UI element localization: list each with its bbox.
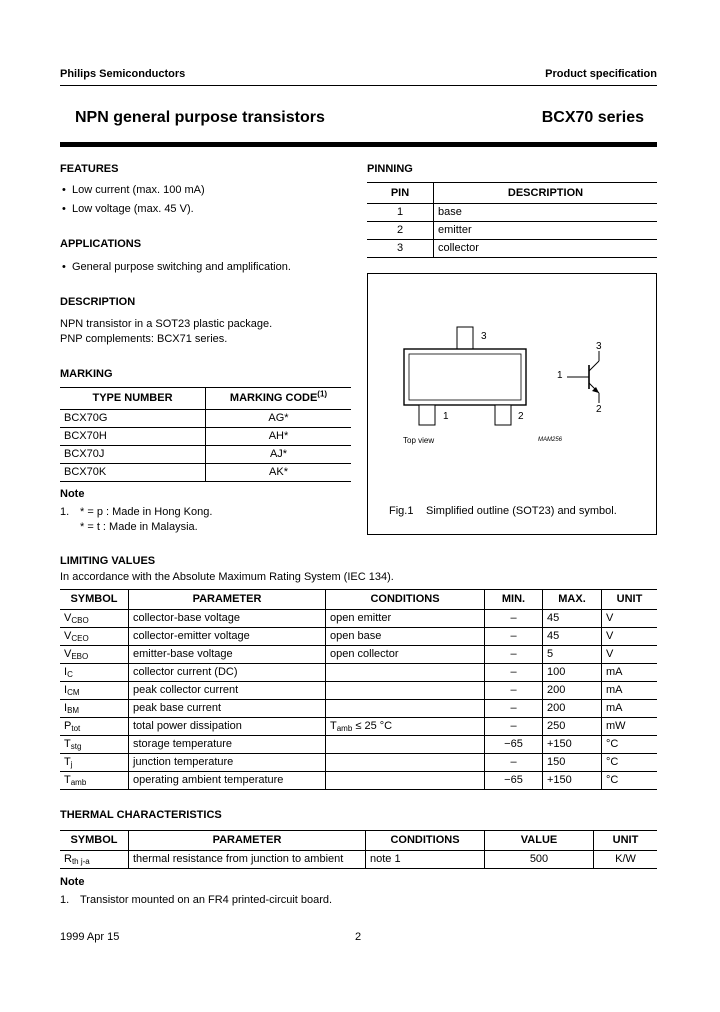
symbol-letter: V	[64, 612, 72, 624]
parameter-cell: peak base current	[129, 700, 326, 718]
min-cell: –	[485, 682, 543, 700]
outline-pin3-label: 3	[481, 331, 487, 342]
symbol-subscript: th j-a	[71, 857, 90, 866]
limits-col-symbol: SYMBOL	[60, 590, 129, 610]
description-text	[60, 317, 350, 347]
description-line: NPN transistor in a SOT23 plastic package.	[60, 318, 273, 330]
limits-col-min: MIN.	[485, 590, 543, 610]
conditions-cell	[326, 682, 485, 700]
condition-text: open base	[330, 630, 382, 642]
max-cell: 100	[543, 664, 602, 682]
unit-cell: mA	[602, 664, 658, 682]
max-cell: +150	[543, 772, 602, 790]
symbol-letter: I	[64, 666, 68, 678]
parameter-cell: operating ambient temperature	[129, 772, 326, 790]
max-cell: 150	[543, 754, 602, 772]
parameter-cell: junction temperature	[129, 754, 326, 772]
symbol-emitter-arrow	[592, 387, 599, 393]
symbol-letter: T	[64, 774, 71, 786]
table-row	[60, 718, 657, 736]
thermal-col-conditions: CONDITIONS	[366, 831, 485, 851]
marking-code: AG*	[206, 410, 352, 428]
symbol-letter: V	[64, 630, 72, 642]
symbol-letter: V	[64, 648, 72, 660]
conditions-cell	[326, 736, 485, 754]
parameter-cell: storage temperature	[129, 736, 326, 754]
features-list	[60, 183, 350, 217]
unit-cell: V	[602, 646, 658, 664]
outline-pin1-label: 1	[443, 411, 449, 422]
symbol-subscript: CEO	[71, 634, 89, 643]
parameter-cell: collector current (DC)	[129, 664, 326, 682]
company-name: Philips Semiconductors	[60, 68, 186, 80]
table-row	[60, 628, 657, 646]
thermal-col-value: VALUE	[485, 831, 594, 851]
features-heading: FEATURES	[60, 163, 119, 175]
table-row	[367, 222, 657, 240]
product-series: BCX70 series	[541, 109, 644, 126]
marking-note-heading: Note	[60, 488, 85, 500]
table-row	[60, 754, 657, 772]
limiting-intro: In accordance with the Absolute Maximum Rating System (IEC 134).	[60, 571, 394, 583]
conditions-cell	[326, 646, 485, 664]
max-cell: 45	[543, 610, 602, 628]
limits-col-parameter: PARAMETER	[129, 590, 326, 610]
table-row	[60, 851, 657, 869]
condition-rest: ≤ 25 °C	[352, 720, 393, 732]
min-cell: –	[485, 718, 543, 736]
conditions-cell	[326, 718, 485, 736]
unit-cell: mW	[602, 718, 658, 736]
unit-cell: K/W	[594, 851, 658, 869]
symbol-cell	[60, 754, 129, 772]
max-cell: 45	[543, 628, 602, 646]
symbol-letter: R	[64, 853, 72, 865]
symbol-cell	[60, 664, 129, 682]
marking-note-text	[80, 505, 350, 535]
table-row	[60, 736, 657, 754]
symbol-cell	[60, 646, 129, 664]
parameter-cell: total power dissipation	[129, 718, 326, 736]
max-cell: +150	[543, 736, 602, 754]
figure-code-label: MAM256	[538, 437, 563, 443]
symbol-cell	[60, 736, 129, 754]
pinning-table	[367, 182, 657, 258]
min-cell: −65	[485, 736, 543, 754]
limits-col-unit: UNIT	[602, 590, 658, 610]
marking-col-code-note: (1)	[317, 389, 328, 399]
unit-cell: °C	[602, 772, 658, 790]
symbol-cell	[60, 851, 129, 869]
symbol-letter: T	[64, 738, 71, 750]
parameter-cell: emitter-base voltage	[129, 646, 326, 664]
symbol-subscript: EBO	[71, 652, 89, 661]
marking-note-line: * = t : Made in Malaysia.	[80, 521, 198, 533]
min-cell: –	[485, 754, 543, 772]
symbol-cell	[60, 628, 129, 646]
pinning-col-desc: DESCRIPTION	[434, 183, 658, 204]
document-type: Product specification	[545, 68, 657, 80]
conditions-cell	[326, 610, 485, 628]
symbol-subscript: amb	[70, 778, 87, 787]
parameter-cell: collector-emitter voltage	[129, 628, 326, 646]
marking-col-code-label: MARKING CODE	[229, 392, 318, 404]
table-row	[60, 646, 657, 664]
applications-list	[60, 260, 350, 275]
symbol-cell	[60, 682, 129, 700]
marking-note-num: 1.	[60, 506, 70, 518]
thermal-note-heading: Note	[60, 876, 85, 888]
figure-caption-number: Fig.1	[389, 505, 414, 517]
symbol-subscript: tot	[71, 724, 81, 733]
max-cell: 200	[543, 700, 602, 718]
description-heading: DESCRIPTION	[60, 296, 136, 308]
pin-number: 2	[367, 222, 434, 240]
top-view-label: Top view	[403, 436, 435, 445]
unit-cell: mA	[602, 682, 658, 700]
unit-cell: V	[602, 628, 658, 646]
marking-code: AH*	[206, 428, 352, 446]
symbol-subscript: C	[67, 670, 73, 679]
header-rule	[60, 85, 657, 86]
table-row	[60, 464, 351, 482]
limiting-values-table	[60, 589, 657, 790]
parameter-cell: collector-base voltage	[129, 610, 326, 628]
condition-text: T	[330, 720, 337, 732]
package-body	[404, 349, 526, 405]
description-line: PNP complements: BCX71 series.	[60, 333, 228, 345]
symbol-subscript: CM	[67, 688, 80, 697]
table-row	[60, 682, 657, 700]
max-cell: 250	[543, 718, 602, 736]
limiting-heading: LIMITING VALUES	[60, 555, 156, 567]
figure-caption: Simplified outline (SOT23) and symbol.	[426, 505, 617, 517]
marking-col-type: TYPE NUMBER	[60, 388, 206, 410]
marking-heading: MARKING	[60, 368, 113, 380]
symbol-pin1-label: 1	[557, 370, 563, 381]
table-row	[367, 204, 657, 222]
pin-description: base	[434, 204, 658, 222]
symbol-collector-leg	[589, 361, 599, 371]
marking-col-code	[206, 388, 352, 410]
max-cell: 5	[543, 646, 602, 664]
table-row	[60, 410, 351, 428]
marking-table	[60, 387, 351, 482]
symbol-subscript: stg	[70, 742, 82, 751]
min-cell: –	[485, 646, 543, 664]
limits-col-max: MAX.	[543, 590, 602, 610]
min-cell: –	[485, 700, 543, 718]
unit-cell: mA	[602, 700, 658, 718]
table-row	[60, 428, 351, 446]
thermal-col-parameter: PARAMETER	[129, 831, 366, 851]
conditions-cell	[326, 700, 485, 718]
pin3-lead	[457, 327, 473, 349]
thermal-heading: THERMAL CHARACTERISTICS	[60, 809, 222, 821]
marking-code: AJ*	[206, 446, 352, 464]
symbol-letter: I	[64, 684, 68, 696]
thermal-col-unit: UNIT	[594, 831, 658, 851]
symbol-cell	[60, 700, 129, 718]
conditions-cell	[326, 664, 485, 682]
min-cell: –	[485, 610, 543, 628]
marking-type: BCX70J	[60, 446, 206, 464]
conditions-cell	[326, 754, 485, 772]
symbol-cell	[60, 610, 129, 628]
limits-col-conditions: CONDITIONS	[326, 590, 485, 610]
conditions-cell	[326, 772, 485, 790]
conditions-cell	[326, 628, 485, 646]
pin-number: 3	[367, 240, 434, 258]
symbol-letter: P	[64, 720, 72, 732]
marking-type: BCX70K	[60, 464, 206, 482]
symbol-letter: T	[64, 756, 71, 768]
condition-subscript: amb	[336, 724, 353, 733]
pin2-lead	[495, 405, 511, 425]
table-row	[60, 700, 657, 718]
footer-date: 1999 Apr 15	[60, 931, 120, 943]
feature-item: • Low voltage (max. 45 V).	[60, 202, 350, 217]
marking-note-line: * = p : Made in Hong Kong.	[80, 506, 213, 518]
pin-description: emitter	[434, 222, 658, 240]
symbol-letter: I	[64, 702, 68, 714]
thermal-note-text: Transistor mounted on an FR4 printed-circuit board.	[80, 894, 333, 906]
unit-cell: °C	[602, 754, 658, 772]
outline-pin2-label: 2	[518, 411, 524, 422]
symbol-subscript: j	[70, 760, 73, 769]
pin-number: 1	[367, 204, 434, 222]
pin1-lead	[419, 405, 435, 425]
min-cell: –	[485, 628, 543, 646]
thermal-note-num: 1.	[60, 894, 70, 906]
symbol-subscript: CBO	[71, 616, 89, 625]
symbol-subscript: BM	[67, 706, 80, 715]
table-row	[60, 664, 657, 682]
feature-item: • Low current (max. 100 mA)	[60, 183, 350, 198]
condition-text: open emitter	[330, 612, 392, 624]
table-row	[60, 772, 657, 790]
condition-text: open collector	[330, 648, 399, 660]
min-cell: –	[485, 664, 543, 682]
conditions-cell: note 1	[366, 851, 485, 869]
symbol-cell	[60, 718, 129, 736]
marking-type: BCX70H	[60, 428, 206, 446]
symbol-pin2-label: 2	[596, 404, 602, 415]
document-title: NPN general purpose transistors	[75, 109, 325, 126]
applications-heading: APPLICATIONS	[60, 238, 142, 250]
thermal-col-symbol: SYMBOL	[60, 831, 129, 851]
pin-description: collector	[434, 240, 658, 258]
max-cell: 200	[543, 682, 602, 700]
page-number: 2	[355, 931, 362, 943]
unit-cell: V	[602, 610, 658, 628]
min-cell: −65	[485, 772, 543, 790]
symbol-cell	[60, 772, 129, 790]
symbol-pin3-label: 3	[596, 341, 602, 352]
pinning-col-pin: PIN	[367, 183, 434, 204]
parameter-cell: thermal resistance from junction to ambient	[129, 851, 366, 869]
marking-code: AK*	[206, 464, 352, 482]
title-rule	[60, 142, 657, 147]
marking-type: BCX70G	[60, 410, 206, 428]
table-row	[367, 240, 657, 258]
parameter-cell: peak collector current	[129, 682, 326, 700]
table-row	[60, 446, 351, 464]
table-row	[60, 610, 657, 628]
unit-cell: °C	[602, 736, 658, 754]
application-item: • General purpose switching and amplification.	[60, 260, 350, 275]
value-cell: 500	[485, 851, 594, 869]
thermal-table	[60, 830, 657, 869]
pinning-heading: PINNING	[367, 163, 413, 175]
